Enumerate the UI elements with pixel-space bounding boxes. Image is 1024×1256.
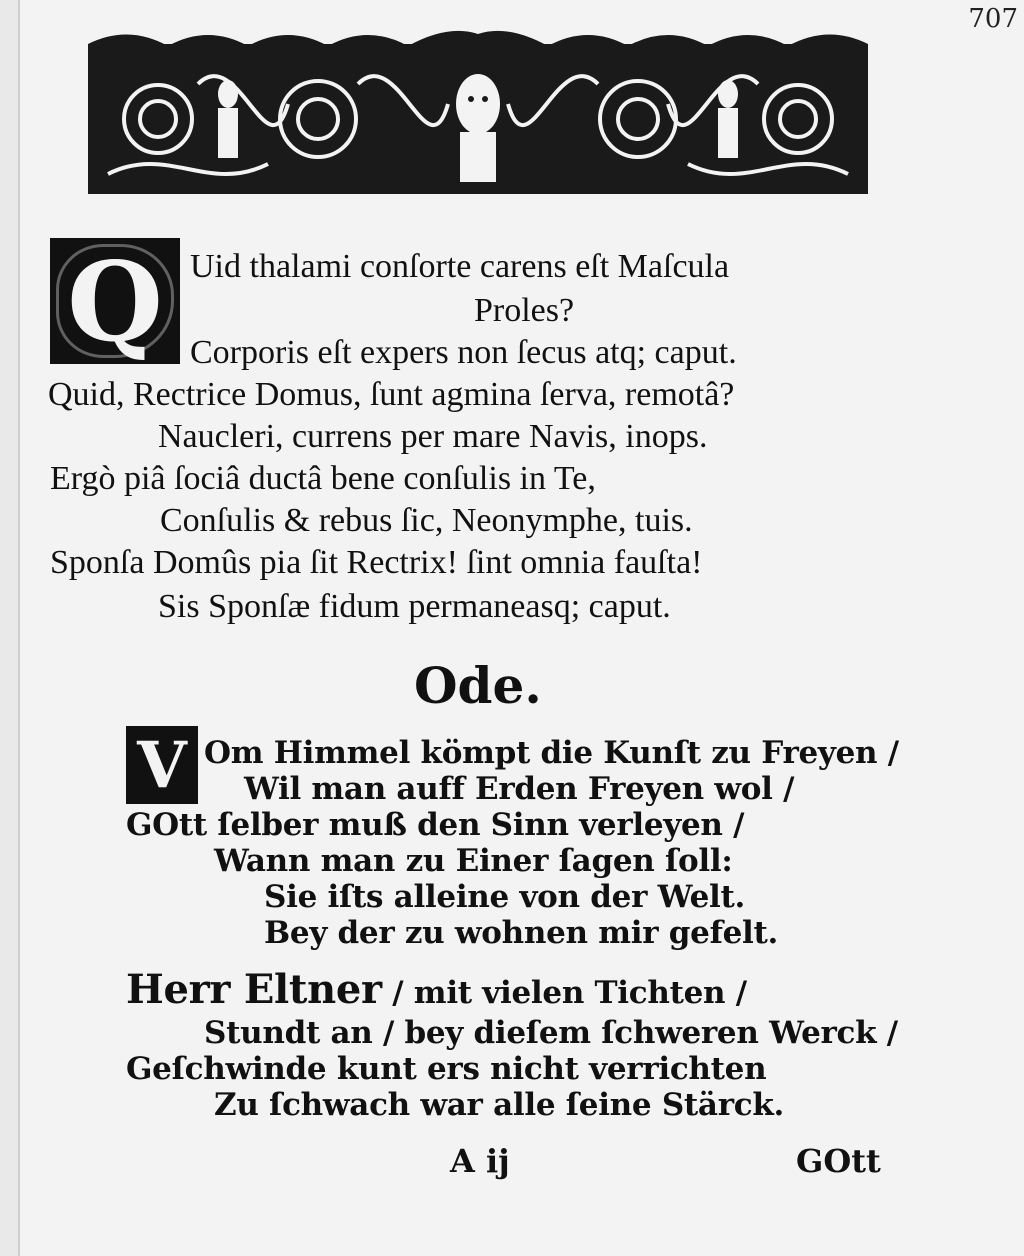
latin-line-7: Conſulis & rebus ſic, Neonymphe, tuis.	[160, 502, 693, 539]
latin-line-3: Corporis eſt expers non ſecus atq; caput.	[190, 334, 737, 371]
ode-heading: Ode.	[414, 656, 542, 715]
catchword: GOtt	[796, 1142, 881, 1180]
page-number: 707	[968, 4, 1018, 34]
signature-mark: A ij	[450, 1142, 510, 1180]
ode-line-7	[126, 966, 747, 1013]
ornamental-headpiece	[88, 24, 868, 202]
ode-line-4: Wann man zu Einer ſagen ſoll:	[214, 843, 733, 879]
latin-line-6: Ergò piâ ſociâ ductâ bene conſulis in Te,	[50, 460, 596, 497]
drop-initial-q: Q	[50, 238, 180, 364]
ode-line-9: Geſchwinde kunt ers nicht verrichten	[126, 1051, 767, 1087]
ode-line-8: Stundt an / bey dieſem ſchweren Werck /	[204, 1015, 898, 1051]
latin-line-2: Proles?	[474, 292, 575, 329]
latin-line-1: Uid thalami conſorte carens eſt Maſcula	[190, 248, 730, 285]
ode-line-2: Wil man auff Erden Freyen wol /	[244, 771, 795, 807]
latin-line-8: Sponſa Domûs pia ſit Rectrix! ſint omnia fauſta!	[50, 544, 703, 581]
ode-line-7-rest: / mit vielen Tichten /	[392, 975, 747, 1011]
ode-line-3: GOtt ſelber muß den Sinn verleyen /	[126, 807, 745, 843]
latin-line-5: Naucleri, currens per mare Navis, inops.	[158, 418, 708, 455]
ode-line-6: Bey der zu wohnen mir gefelt.	[264, 915, 779, 951]
person-name: Herr Eltner	[126, 966, 382, 1013]
latin-line-9: Sis Sponſæ fidum permaneasq; caput.	[158, 588, 671, 625]
ode-line-5: Sie iſts alleine von der Welt.	[264, 879, 745, 915]
ode-line-10: Zu ſchwach war alle ſeine Stärck.	[214, 1087, 785, 1123]
latin-line-4: Quid, Rectrice Domus, ſunt agmina ſerva, remotâ?	[48, 376, 735, 413]
ode-line-1: Om Himmel kömpt die Kunſt zu Freyen /	[204, 735, 899, 771]
book-page	[18, 0, 1024, 1256]
drop-initial-v: V	[126, 726, 198, 804]
